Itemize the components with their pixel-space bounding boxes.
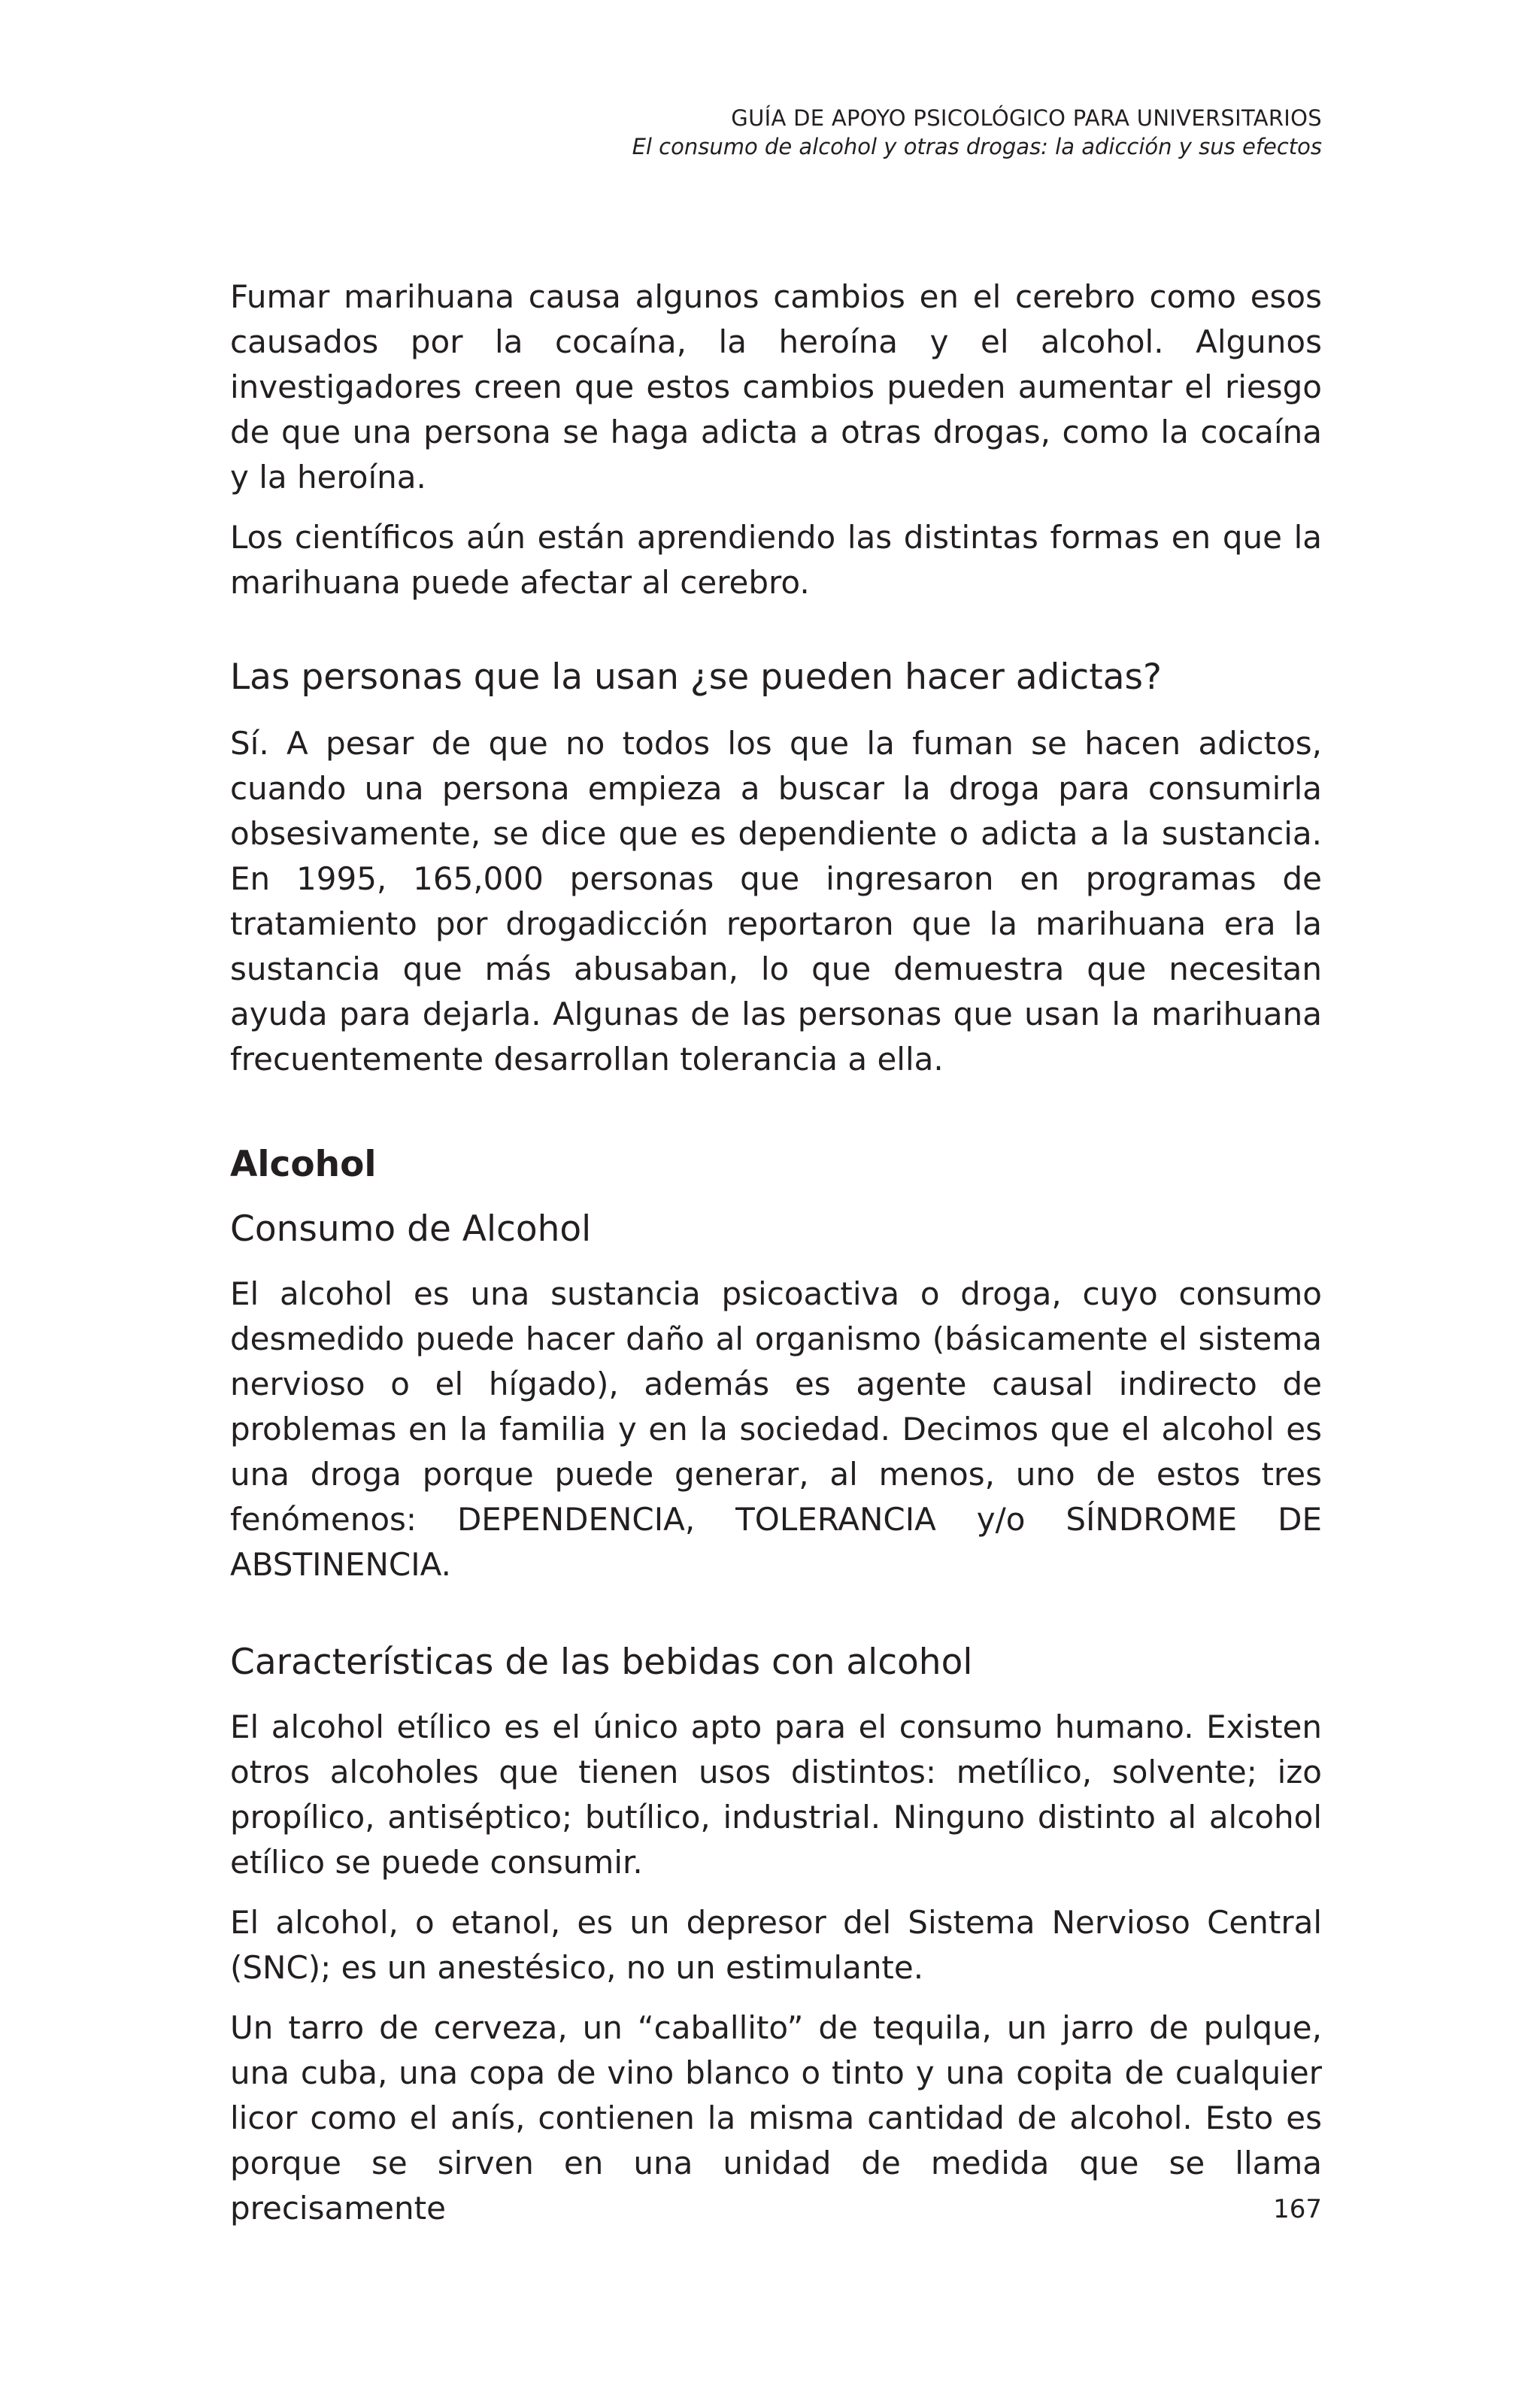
running-header-subtitle: El consumo de alcohol y otras drogas: la adicción y sus efectos	[632, 134, 1322, 159]
paragraph-marihuana-cerebro: Fumar marihuana causa algunos cambios en el cerebro como esos causados por la cocaína, la heroína y el alcohol. Algunos investigadores creen que estos cambios pueden aumentar el riesgo de que una persona se haga adicta a otras drogas, como la cocaína y la heroína.	[230, 278, 1322, 496]
paragraph-cientificos: Los científicos aún están aprendiendo las distintas formas en que la marihuana puede afectar al cerebro.	[230, 519, 1322, 601]
heading-adiccion-question: Las personas que la usan ¿se pueden hacer adictas?	[230, 656, 1162, 698]
page-number: 167	[1273, 2194, 1322, 2224]
paragraph-adiccion-answer: Sí. A pesar de que no todos los que la fuman se hacen adictos, cuando una persona empieza a buscar la droga para consumirla obsesivamente, se dice que es dependiente o adicta a la sustancia. En 1995, 165,000 personas que ingresaron en programas de tratamiento por drogadicción reportaron que la marihuana era la sustancia que más abusaban, lo que demuestra que necesitan ayuda para dejarla. Algunas de las personas que usan la marihuana frecuentemente desarrollan tolerancia a ella.	[230, 725, 1322, 1078]
paragraph-alcohol-etilico: El alcohol etílico es el único apto para el consumo humano. Existen otros alcoholes que tienen usos distintos: metílico, solvente; izo propílico, antiséptico; butílico, industrial. Ninguno distinto al alcohol etílico se puede consumir.	[230, 1708, 1322, 1881]
running-header-title: GUÍA DE APOYO PSICOLÓGICO PARA UNIVERSITARIOS	[731, 105, 1322, 131]
section-title-alcohol: Alcohol	[230, 1144, 377, 1185]
paragraph-etanol-depresor: El alcohol, o etanol, es un depresor del Sistema Nervioso Central (SNC); es un anestésico, no un estimulante.	[230, 1904, 1322, 1986]
heading-caracteristicas-bebidas: Características de las bebidas con alcohol	[230, 1642, 973, 1683]
paragraph-unidad-medida: Un tarro de cerveza, un “caballito” de tequila, un jarro de pulque, una cuba, una copa de vino blanco o tinto y una copita de cualquier licor como el anís, contienen la misma cantidad de alcohol. Esto es porque se sirven en una unidad de medida que se llama precisamente	[230, 2009, 1322, 2227]
running-header	[632, 104, 1322, 161]
page-content	[230, 274, 1322, 2246]
heading-consumo-alcohol: Consumo de Alcohol	[230, 1208, 592, 1250]
paragraph-consumo-alcohol: El alcohol es una sustancia psicoactiva o droga, cuyo consumo desmedido puede hacer daño al organismo (básicamente el sistema nervioso o el hígado), además es agente causal indirecto de problemas en la familia y en la sociedad. Decimos que el alcohol es una droga porque puede generar, al menos, uno de estos tres fenómenos: DEPENDENCIA, TOLERANCIA y/o SÍNDROME DE ABSTINENCIA.	[230, 1275, 1322, 1583]
